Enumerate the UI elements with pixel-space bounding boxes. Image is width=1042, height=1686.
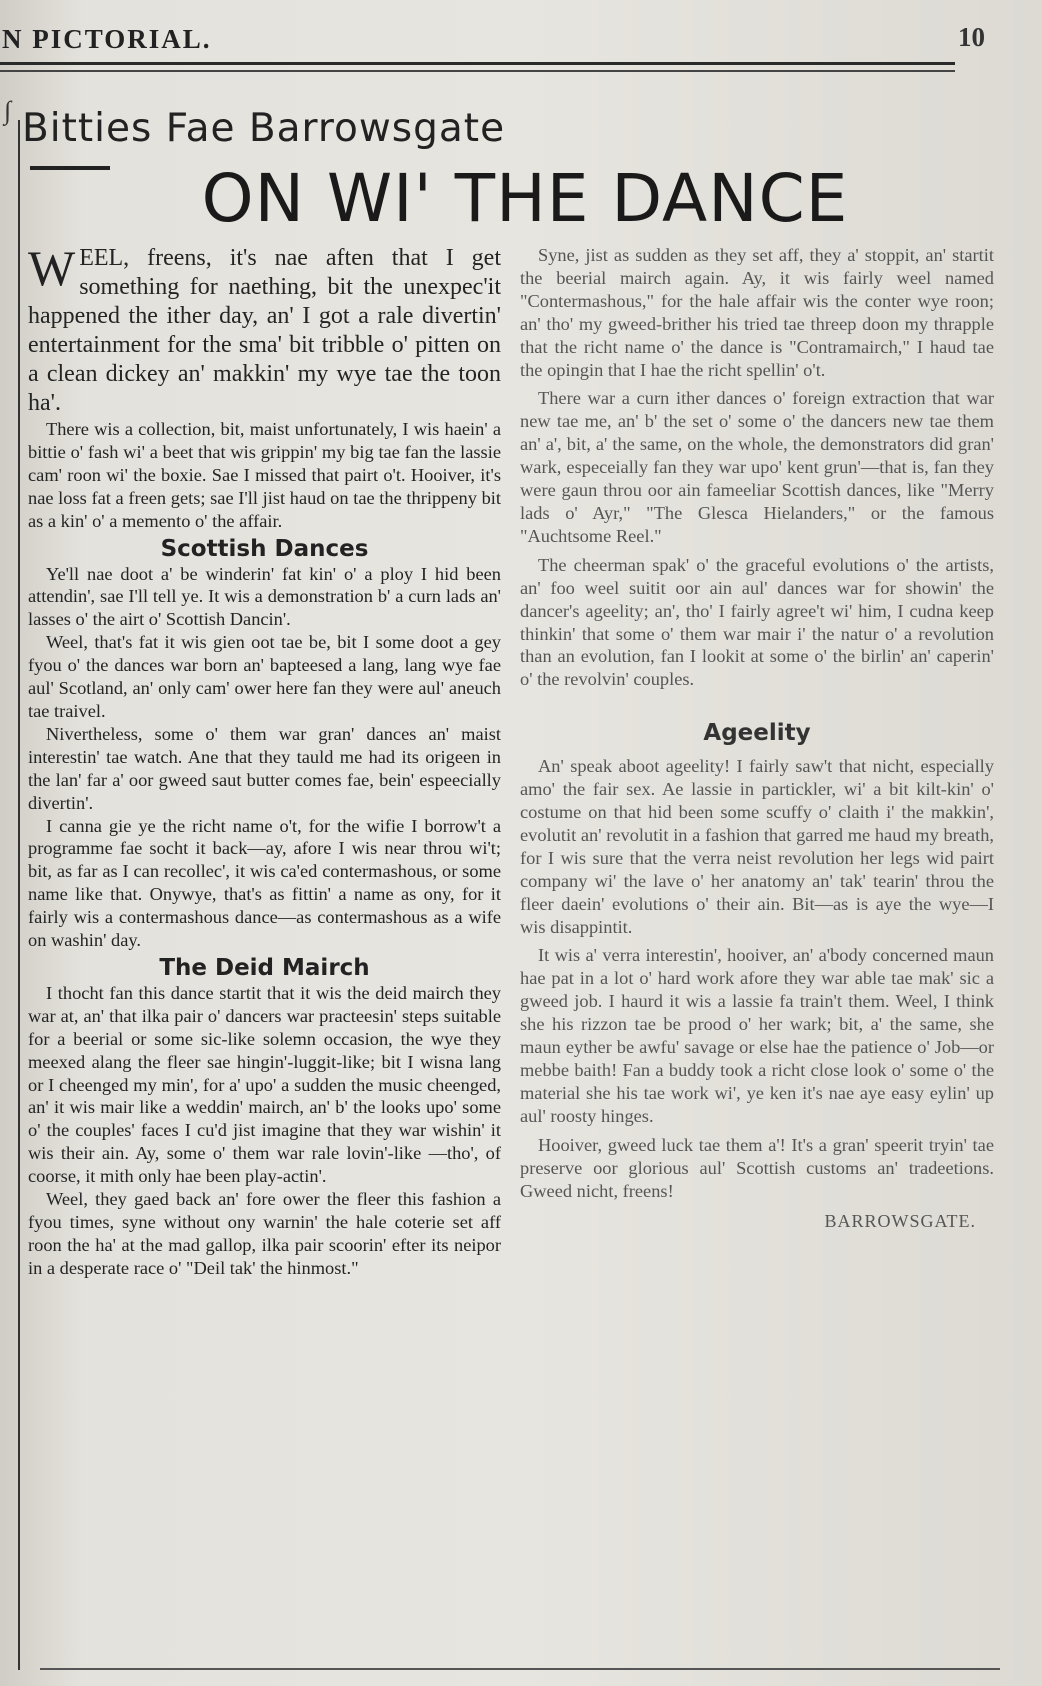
publication-title: N PICTORIAL. [2,24,212,54]
subhead-ageelity: Ageelity [703,720,811,747]
running-head [0,18,1042,58]
body-paragraph: Ye'll nae doot a' be winderin' fat kin' o' a ploy I hid been attendin', sae I'll tell ye. It wis a demonstration b' a curn lads an' lasses o' the airt o' Scottish Dancin'. [28,563,501,630]
body-paragraph: Syne, jist as sudden as they set aff, they a' stoppit, an' startit the beerial mairch again. Ay, it wis fairly weel named "Contermashous," for the hale affair wis the conter wye roon; an' tho' my gweed-brither his tried tae threep doon my thrapple that the richt name o' the dance is "Contramairch," I haud tae the opingin that I hae the richt spellin' o't. [520,245,994,380]
body-paragraph: It wis a' verra interestin', hooiver, an' a'body concerned maun hae pat in a lot o' hard work afore they war able tae mak' sic a gweed job. I haurd it wis a lassie fa train't them. Weel, I think she his rizzon tae be prood o' her wark; bit, a' the same, she maun eyther be awfu' savage or else hae the patience o' Job—or mebbe baith! Fan a buddy took a richt close look o' some o' the material she his tae work wi', ye ken it's nae aye easy eylin' up aul' roosty hinges. [520,945,994,1126]
header-rule-secondary [0,70,955,72]
body-paragraph: Weel, that's fat it wis gien oot tae be, bit I some doot a gey fyou o' the dances war born an' bapteesed a lang, lang wye fae aul' Scotland, an' only cam' ower here fan they were aul' aneuch tae traivel. [28,632,501,721]
subhead-scottish-dances: Scottish Dances [160,535,369,562]
left-column [28,240,501,1280]
drop-cap: W [28,240,76,296]
subhead-deid-mairch: The Deid Mairch [159,954,370,981]
margin-mark: ∫ [4,96,12,125]
header-rule [0,62,955,65]
body-paragraph: An' speak aboot ageelity! I fairly saw't that nicht, especially amo' the fair sex. Ae lassie in partickler, wi' a bit kilt-kin' o' costume on that hid been some scuffy o' claith i' the makkin', evolutit an' revolutit in a fashion that garred me haud my breath, for I wis sure that the verra neist revolution her legs wid pairt company wi' the lave o' her anatomy an' tak' tearin' throu the fleer daein' evolutions o' their ain. Bit—as is aye the wye—I wis disappintit. [520,756,994,937]
body-paragraph: Nivertheless, some o' them war gran' dances an' maist interestin' tae watch. Ane that they tauld me had its origeen in the lan' far a' oor gweed saut butter comes fae, bein' espeecially divertin'. [28,723,501,813]
article-headline: ON WI' THE DANCE [201,160,849,237]
body-paragraph: Weel, they gaed back an' fore ower the fleer this fashion a fyou times, syne without ony warnin' the hale coterie set aff roon the ha' at the mad gallop, ilka pair scoorin' efter its neipor in a desperate race o' "Deil tak' the hinmost." [28,1189,501,1278]
lead-paragraph [28,240,501,418]
page-number: 10 [958,22,985,52]
body-paragraph: I thocht fan this dance startit that it wis the deid mairch they war at, an' that ilka pair o' dancers war practeesin' steps suitable for a beerial or some sic-like solemn occasion, the wye they meexed alang the fleer sae hingin'-luggit-like; bit I wisna lang or I cheenged my min', for a' upo' a sudden the music cheenged, an' it wis mair like a weddin' mairch, an' b' the looks upo' some o' the couples' faces I cu'd jist imagine that they war wishin' it wis their ain. Ay, some o' them war rale lovin'-like —tho', of coorse, it mith only hae been play-actin'. [28,982,501,1187]
footer-rule [40,1668,1000,1670]
body-paragraph: There war a curn ither dances o' foreign extraction that war new tae me, an' b' the set o' some o' the dancers new tae them an' a', bit, a' the same, on the whole, the demonstrators did gran' wark, especeially fan they war upo' kent grun'—that is, fan they were gaun throu oor ain fameeliar Scottish dances, like "Merry lads o' Ayr," "The Glesca Hielanders," or the famous "Auchtsome Reel." [520,388,994,546]
body-paragraph: Hooiver, gweed luck tae them a'! It's a gran' speerit tryin' tae preserve oor glorious aul' Scottish customs an' tradeetions. Gweed nicht, freens! [520,1134,994,1201]
right-column [520,244,994,1233]
column-border-rule [18,120,20,1670]
lead-text: EEL, freens, it's nae aften that I get something for naething, bit the unexpec'it happened the ither day, an' I got a rale divertin' entertainment for the sma' bit tribble o' pitten on a clean dickey an' makkin' my wye tae the toon ha'. [28,245,501,416]
body-paragraph: I canna gie ye the richt name o't, for the wifie I borrow't a programme fae socht it back—ay, afore I wis near throu wi't; bit, as far as I can recollec', it wis ca'ed contermashous, or some name like that. Onywye, that's as fittin' a name as ony, for it fairly wis a contermashous dance—as contermashous as a wife on washin' day. [28,815,501,951]
body-paragraph: The cheerman spak' o' the graceful evolutions o' the artists, an' foo weel suitit oor ain aul' dances war for showin' the dancer's ageelity; an', tho' I fairly agree't wi' him, I cudna keep thinkin' that some o' them war mair i' the natur o' a revolution than an evolution, fan I lookit at some o' the birlin' an' caperin' o' the revolvin' couples. [520,554,994,690]
author-signature: BARROWSGATE. [824,1211,976,1232]
article-kicker: Bitties Fae Barrowsgate [22,106,506,151]
body-paragraph: There wis a collection, bit, maist unfortunately, I wis haein' a bittie o' fash wi' a beet that wis grippin' my big tae fan the lassie cam' roon wi' the boxie. Sae I missed that pairt o't. Hooiver, it's nae loss fat a freen gets; sae I'll jist haud on tae the thrippeny bit as a kin' o' a memento o' the affair. [28,419,501,531]
